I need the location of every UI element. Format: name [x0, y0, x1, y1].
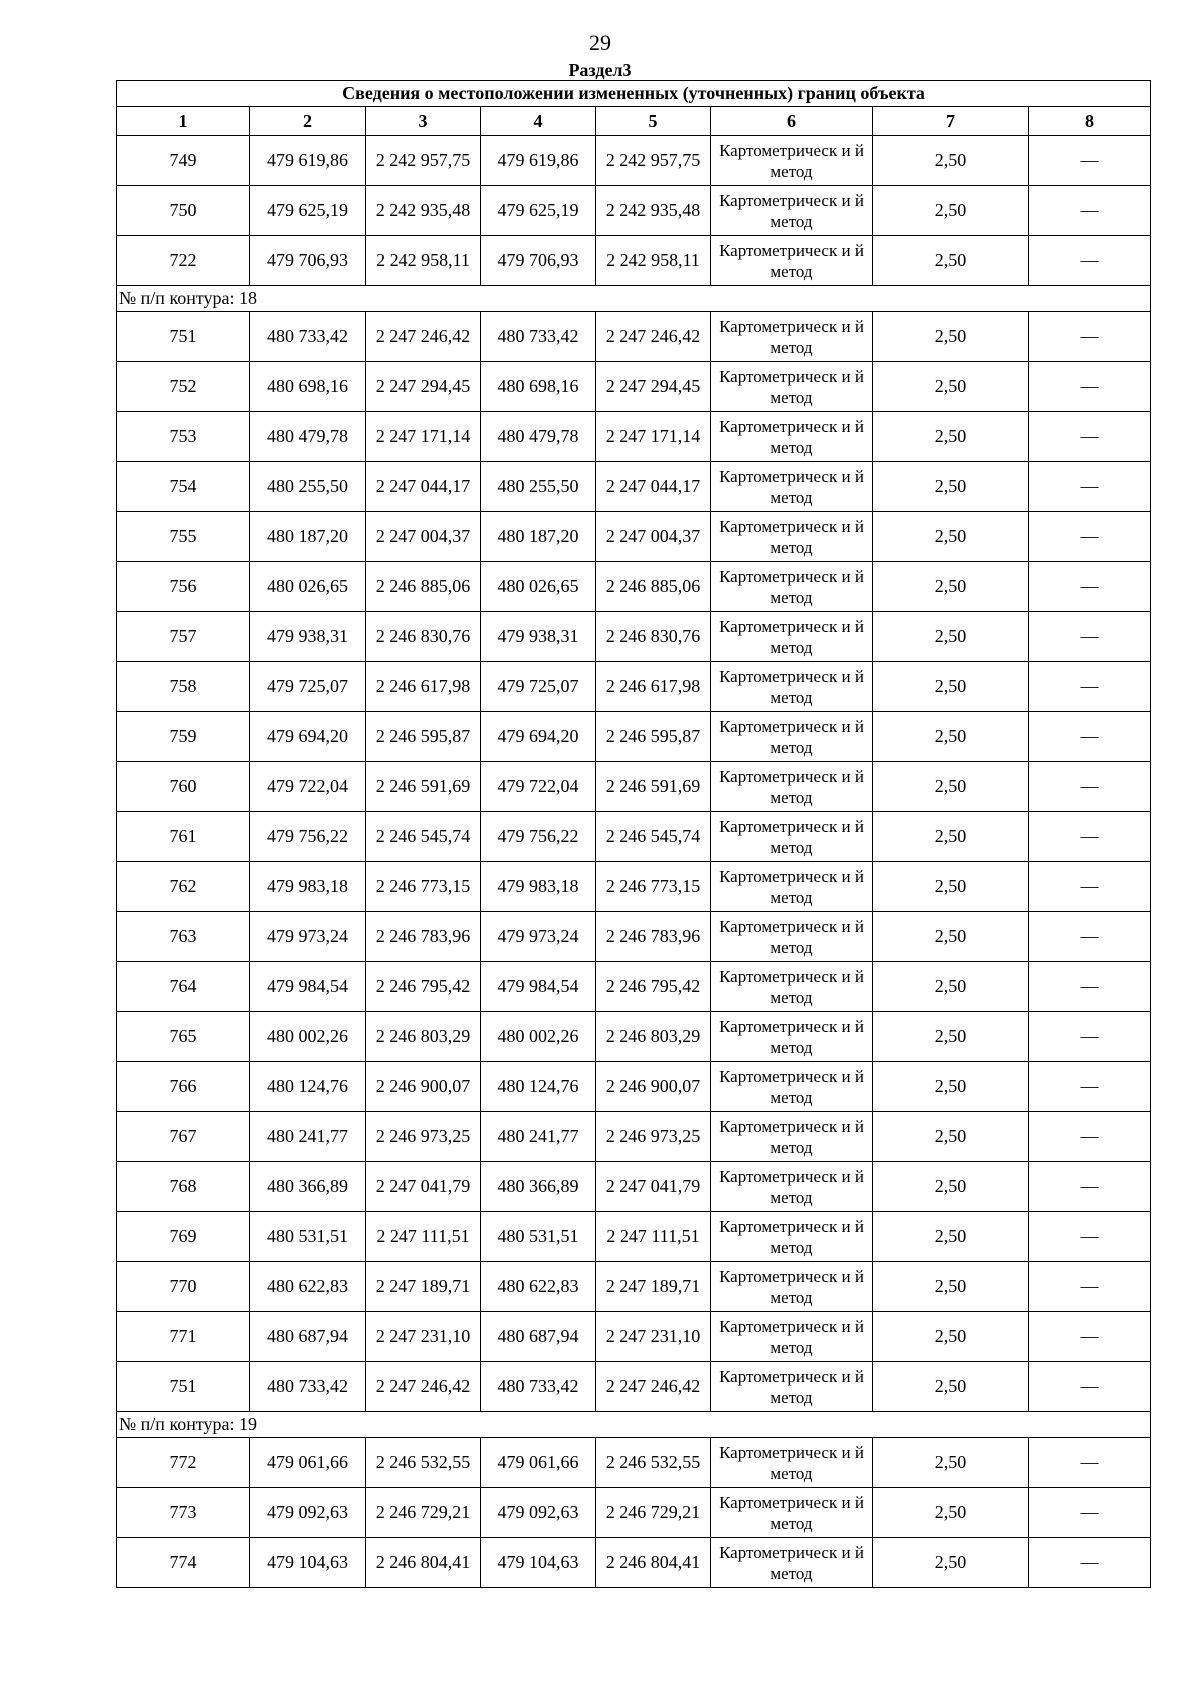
cell-method: Картометрическ и й метод [711, 762, 873, 812]
table-row [117, 186, 1151, 236]
cell-x-existing: 479 061,66 [250, 1438, 366, 1488]
cell-accuracy: 2,50 [873, 1312, 1029, 1362]
cell-method: Картометрическ и й метод [711, 612, 873, 662]
table-caption-row [117, 81, 1151, 107]
cell-point-number: 769 [117, 1212, 250, 1262]
cell-accuracy: 2,50 [873, 1488, 1029, 1538]
cell-accuracy: 2,50 [873, 512, 1029, 562]
cell-point-number: 772 [117, 1438, 250, 1488]
cell-accuracy: 2,50 [873, 412, 1029, 462]
cell-y-new: 2 247 246,42 [596, 312, 711, 362]
cell-x-existing: 479 092,63 [250, 1488, 366, 1538]
cell-description: — [1029, 812, 1151, 862]
cell-accuracy: 2,50 [873, 1212, 1029, 1262]
cell-point-number: 764 [117, 962, 250, 1012]
cell-accuracy: 2,50 [873, 1112, 1029, 1162]
contour-row [117, 286, 1151, 312]
cell-method: Картометрическ и й метод [711, 136, 873, 186]
cell-x-existing: 480 366,89 [250, 1162, 366, 1212]
cell-accuracy: 2,50 [873, 862, 1029, 912]
cell-y-new: 2 246 729,21 [596, 1488, 711, 1538]
cell-y-existing: 2 246 803,29 [366, 1012, 481, 1062]
table-row [117, 862, 1151, 912]
cell-point-number: 754 [117, 462, 250, 512]
cell-description: — [1029, 1362, 1151, 1412]
cell-y-existing: 2 246 804,41 [366, 1538, 481, 1588]
cell-point-number: 765 [117, 1012, 250, 1062]
cell-y-existing: 2 247 189,71 [366, 1262, 481, 1312]
cell-point-number: 757 [117, 612, 250, 662]
cell-y-new: 2 242 958,11 [596, 236, 711, 286]
table-row [117, 362, 1151, 412]
cell-y-existing: 2 242 935,48 [366, 186, 481, 236]
cell-x-new: 479 722,04 [481, 762, 596, 812]
cell-description: — [1029, 1538, 1151, 1588]
cell-y-new: 2 247 294,45 [596, 362, 711, 412]
cell-accuracy: 2,50 [873, 912, 1029, 962]
cell-x-new: 480 124,76 [481, 1062, 596, 1112]
cell-y-new: 2 246 973,25 [596, 1112, 711, 1162]
cell-description: — [1029, 1312, 1151, 1362]
cell-accuracy: 2,50 [873, 662, 1029, 712]
cell-point-number: 755 [117, 512, 250, 562]
table-header-row [117, 107, 1151, 136]
cell-point-number: 758 [117, 662, 250, 712]
cell-x-existing: 479 983,18 [250, 862, 366, 912]
cell-description: — [1029, 312, 1151, 362]
cell-description: — [1029, 236, 1151, 286]
cell-y-new: 2 246 900,07 [596, 1062, 711, 1112]
cell-accuracy: 2,50 [873, 462, 1029, 512]
contour-row [117, 1412, 1151, 1438]
cell-method: Картометрическ и й метод [711, 1438, 873, 1488]
boundary-coordinates-table [116, 80, 1151, 1588]
cell-point-number: 762 [117, 862, 250, 912]
cell-description: — [1029, 562, 1151, 612]
table-row [117, 1312, 1151, 1362]
cell-y-existing: 2 247 004,37 [366, 512, 481, 562]
table-row [117, 462, 1151, 512]
table-row [117, 812, 1151, 862]
cell-y-existing: 2 246 532,55 [366, 1438, 481, 1488]
cell-y-new: 2 246 885,06 [596, 562, 711, 612]
contour-label: № п/п контура: 19 [117, 1412, 1151, 1438]
table-row [117, 662, 1151, 712]
table-caption: Сведения о местоположении измененных (уточненных) границ объекта [117, 81, 1151, 107]
cell-method: Картометрическ и й метод [711, 1112, 873, 1162]
table-row [117, 562, 1151, 612]
cell-accuracy: 2,50 [873, 1362, 1029, 1412]
cell-method: Картометрическ и й метод [711, 1362, 873, 1412]
cell-x-existing: 479 984,54 [250, 962, 366, 1012]
cell-point-number: 759 [117, 712, 250, 762]
cell-method: Картометрическ и й метод [711, 1212, 873, 1262]
cell-accuracy: 2,50 [873, 312, 1029, 362]
table-row [117, 712, 1151, 762]
cell-description: — [1029, 1212, 1151, 1262]
cell-description: — [1029, 136, 1151, 186]
cell-x-new: 480 255,50 [481, 462, 596, 512]
table-row [117, 912, 1151, 962]
cell-x-existing: 480 531,51 [250, 1212, 366, 1262]
cell-y-existing: 2 246 617,98 [366, 662, 481, 712]
cell-method: Картометрическ и й метод [711, 186, 873, 236]
cell-description: — [1029, 612, 1151, 662]
cell-description: — [1029, 1162, 1151, 1212]
cell-description: — [1029, 662, 1151, 712]
table-row [117, 312, 1151, 362]
cell-point-number: 760 [117, 762, 250, 812]
cell-x-new: 479 625,19 [481, 186, 596, 236]
cell-x-existing: 479 619,86 [250, 136, 366, 186]
cell-y-new: 2 247 004,37 [596, 512, 711, 562]
cell-method: Картометрическ и й метод [711, 912, 873, 962]
table-row [117, 1488, 1151, 1538]
cell-y-new: 2 246 783,96 [596, 912, 711, 962]
cell-y-new: 2 246 532,55 [596, 1438, 711, 1488]
table-row [117, 1262, 1151, 1312]
cell-x-new: 479 973,24 [481, 912, 596, 962]
cell-y-existing: 2 247 246,42 [366, 1362, 481, 1412]
column-header: 2 [250, 107, 366, 136]
cell-accuracy: 2,50 [873, 962, 1029, 1012]
cell-x-existing: 479 973,24 [250, 912, 366, 962]
cell-x-new: 480 241,77 [481, 1112, 596, 1162]
page-number: 29 [589, 30, 611, 55]
cell-y-existing: 2 246 973,25 [366, 1112, 481, 1162]
cell-x-existing: 479 694,20 [250, 712, 366, 762]
cell-point-number: 768 [117, 1162, 250, 1212]
cell-x-new: 479 092,63 [481, 1488, 596, 1538]
cell-method: Картометрическ и й метод [711, 1162, 873, 1212]
cell-method: Картометрическ и й метод [711, 1312, 873, 1362]
table-row [117, 412, 1151, 462]
cell-accuracy: 2,50 [873, 712, 1029, 762]
cell-description: — [1029, 462, 1151, 512]
cell-accuracy: 2,50 [873, 1162, 1029, 1212]
cell-point-number: 763 [117, 912, 250, 962]
cell-method: Картометрическ и й метод [711, 562, 873, 612]
cell-x-new: 479 725,07 [481, 662, 596, 712]
cell-x-existing: 480 733,42 [250, 312, 366, 362]
cell-y-existing: 2 246 591,69 [366, 762, 481, 812]
column-header: 5 [596, 107, 711, 136]
cell-point-number: 761 [117, 812, 250, 862]
cell-method: Картометрическ и й метод [711, 1062, 873, 1112]
cell-method: Картометрическ и й метод [711, 1488, 873, 1538]
table-row [117, 512, 1151, 562]
cell-x-existing: 479 722,04 [250, 762, 366, 812]
cell-y-new: 2 246 773,15 [596, 862, 711, 912]
cell-y-existing: 2 242 957,75 [366, 136, 481, 186]
cell-point-number: 756 [117, 562, 250, 612]
section-title: Раздел3 [568, 60, 632, 80]
cell-accuracy: 2,50 [873, 1438, 1029, 1488]
cell-x-new: 479 694,20 [481, 712, 596, 762]
cell-point-number: 771 [117, 1312, 250, 1362]
cell-x-new: 479 619,86 [481, 136, 596, 186]
cell-point-number: 751 [117, 312, 250, 362]
cell-description: — [1029, 1488, 1151, 1538]
cell-description: — [1029, 962, 1151, 1012]
cell-description: — [1029, 1438, 1151, 1488]
cell-point-number: 774 [117, 1538, 250, 1588]
cell-point-number: 773 [117, 1488, 250, 1538]
table-row [117, 1362, 1151, 1412]
cell-x-new: 480 002,26 [481, 1012, 596, 1062]
cell-y-new: 2 242 957,75 [596, 136, 711, 186]
cell-method: Картометрическ и й метод [711, 462, 873, 512]
cell-description: — [1029, 412, 1151, 462]
cell-x-existing: 479 725,07 [250, 662, 366, 712]
cell-accuracy: 2,50 [873, 136, 1029, 186]
cell-y-existing: 2 247 111,51 [366, 1212, 481, 1262]
cell-x-existing: 480 622,83 [250, 1262, 366, 1312]
cell-accuracy: 2,50 [873, 1012, 1029, 1062]
cell-description: — [1029, 1012, 1151, 1062]
cell-y-existing: 2 242 958,11 [366, 236, 481, 286]
cell-y-existing: 2 247 041,79 [366, 1162, 481, 1212]
table-row [117, 1112, 1151, 1162]
cell-point-number: 750 [117, 186, 250, 236]
cell-y-new: 2 247 189,71 [596, 1262, 711, 1312]
column-header: 3 [366, 107, 481, 136]
cell-y-existing: 2 246 729,21 [366, 1488, 481, 1538]
cell-point-number: 770 [117, 1262, 250, 1312]
cell-x-new: 480 687,94 [481, 1312, 596, 1362]
cell-y-existing: 2 247 294,45 [366, 362, 481, 412]
cell-x-existing: 480 241,77 [250, 1112, 366, 1162]
cell-x-new: 479 706,93 [481, 236, 596, 286]
cell-y-new: 2 246 830,76 [596, 612, 711, 662]
cell-y-existing: 2 246 795,42 [366, 962, 481, 1012]
cell-y-existing: 2 246 773,15 [366, 862, 481, 912]
cell-x-new: 479 104,63 [481, 1538, 596, 1588]
cell-point-number: 722 [117, 236, 250, 286]
table-row [117, 1012, 1151, 1062]
table-row [117, 1438, 1151, 1488]
cell-x-existing: 480 026,65 [250, 562, 366, 612]
cell-x-new: 479 984,54 [481, 962, 596, 1012]
cell-x-new: 480 479,78 [481, 412, 596, 462]
cell-accuracy: 2,50 [873, 362, 1029, 412]
cell-accuracy: 2,50 [873, 562, 1029, 612]
cell-x-existing: 480 698,16 [250, 362, 366, 412]
table-row [117, 1538, 1151, 1588]
cell-accuracy: 2,50 [873, 1262, 1029, 1312]
cell-point-number: 767 [117, 1112, 250, 1162]
cell-description: — [1029, 862, 1151, 912]
cell-y-new: 2 247 041,79 [596, 1162, 711, 1212]
cell-method: Картометрическ и й метод [711, 862, 873, 912]
table-row [117, 1062, 1151, 1112]
cell-y-existing: 2 246 830,76 [366, 612, 481, 662]
cell-y-existing: 2 247 044,17 [366, 462, 481, 512]
cell-x-new: 479 061,66 [481, 1438, 596, 1488]
cell-description: — [1029, 186, 1151, 236]
cell-y-existing: 2 246 885,06 [366, 562, 481, 612]
table-row [117, 236, 1151, 286]
cell-description: — [1029, 912, 1151, 962]
table-body [117, 136, 1151, 1588]
table-row [117, 612, 1151, 662]
cell-x-new: 480 187,20 [481, 512, 596, 562]
cell-method: Картометрическ и й метод [711, 1262, 873, 1312]
cell-y-existing: 2 246 595,87 [366, 712, 481, 762]
cell-point-number: 752 [117, 362, 250, 412]
cell-y-existing: 2 246 545,74 [366, 812, 481, 862]
cell-accuracy: 2,50 [873, 812, 1029, 862]
cell-x-existing: 479 938,31 [250, 612, 366, 662]
cell-y-new: 2 247 111,51 [596, 1212, 711, 1262]
cell-accuracy: 2,50 [873, 612, 1029, 662]
cell-description: — [1029, 1262, 1151, 1312]
cell-description: — [1029, 1112, 1151, 1162]
cell-y-existing: 2 247 246,42 [366, 312, 481, 362]
cell-description: — [1029, 1062, 1151, 1112]
table-row [117, 1162, 1151, 1212]
table-row [117, 1212, 1151, 1262]
cell-description: — [1029, 762, 1151, 812]
cell-y-new: 2 246 617,98 [596, 662, 711, 712]
cell-point-number: 751 [117, 1362, 250, 1412]
cell-accuracy: 2,50 [873, 1062, 1029, 1112]
cell-accuracy: 2,50 [873, 1538, 1029, 1588]
cell-x-new: 480 622,83 [481, 1262, 596, 1312]
cell-method: Картометрическ и й метод [711, 1012, 873, 1062]
cell-y-new: 2 247 171,14 [596, 412, 711, 462]
cell-method: Картометрическ и й метод [711, 812, 873, 862]
column-header: 1 [117, 107, 250, 136]
cell-y-new: 2 246 795,42 [596, 962, 711, 1012]
column-header: 8 [1029, 107, 1151, 136]
table-row [117, 962, 1151, 1012]
cell-y-existing: 2 246 783,96 [366, 912, 481, 962]
cell-method: Картометрическ и й метод [711, 236, 873, 286]
cell-x-existing: 479 104,63 [250, 1538, 366, 1588]
column-header: 7 [873, 107, 1029, 136]
cell-x-existing: 479 756,22 [250, 812, 366, 862]
cell-x-new: 480 366,89 [481, 1162, 596, 1212]
cell-accuracy: 2,50 [873, 186, 1029, 236]
cell-point-number: 766 [117, 1062, 250, 1112]
cell-x-new: 479 983,18 [481, 862, 596, 912]
cell-x-existing: 480 124,76 [250, 1062, 366, 1112]
cell-x-new: 479 938,31 [481, 612, 596, 662]
cell-x-new: 480 698,16 [481, 362, 596, 412]
cell-y-new: 2 246 545,74 [596, 812, 711, 862]
cell-description: — [1029, 362, 1151, 412]
cell-x-existing: 480 187,20 [250, 512, 366, 562]
cell-x-new: 479 756,22 [481, 812, 596, 862]
cell-point-number: 749 [117, 136, 250, 186]
column-header: 4 [481, 107, 596, 136]
cell-method: Картометрическ и й метод [711, 362, 873, 412]
cell-y-new: 2 242 935,48 [596, 186, 711, 236]
column-header: 6 [711, 107, 873, 136]
cell-y-new: 2 247 246,42 [596, 1362, 711, 1412]
cell-accuracy: 2,50 [873, 236, 1029, 286]
cell-method: Картометрическ и й метод [711, 312, 873, 362]
cell-x-new: 480 531,51 [481, 1212, 596, 1262]
cell-x-existing: 480 733,42 [250, 1362, 366, 1412]
cell-y-existing: 2 246 900,07 [366, 1062, 481, 1112]
cell-x-existing: 480 255,50 [250, 462, 366, 512]
cell-y-new: 2 246 804,41 [596, 1538, 711, 1588]
contour-label: № п/п контура: 18 [117, 286, 1151, 312]
cell-x-existing: 479 625,19 [250, 186, 366, 236]
cell-y-new: 2 247 044,17 [596, 462, 711, 512]
cell-description: — [1029, 712, 1151, 762]
table-row [117, 136, 1151, 186]
cell-y-existing: 2 247 231,10 [366, 1312, 481, 1362]
cell-x-existing: 479 706,93 [250, 236, 366, 286]
cell-x-new: 480 733,42 [481, 1362, 596, 1412]
cell-y-new: 2 246 591,69 [596, 762, 711, 812]
cell-y-existing: 2 247 171,14 [366, 412, 481, 462]
table-row [117, 762, 1151, 812]
cell-x-existing: 480 479,78 [250, 412, 366, 462]
cell-y-new: 2 246 803,29 [596, 1012, 711, 1062]
cell-method: Картометрическ и й метод [711, 662, 873, 712]
cell-method: Картометрическ и й метод [711, 1538, 873, 1588]
cell-x-existing: 480 687,94 [250, 1312, 366, 1362]
cell-point-number: 753 [117, 412, 250, 462]
cell-x-existing: 480 002,26 [250, 1012, 366, 1062]
cell-accuracy: 2,50 [873, 762, 1029, 812]
cell-y-new: 2 246 595,87 [596, 712, 711, 762]
cell-method: Картометрическ и й метод [711, 962, 873, 1012]
cell-x-new: 480 026,65 [481, 562, 596, 612]
cell-method: Картометрическ и й метод [711, 712, 873, 762]
cell-y-new: 2 247 231,10 [596, 1312, 711, 1362]
cell-method: Картометрическ и й метод [711, 412, 873, 462]
cell-description: — [1029, 512, 1151, 562]
cell-x-new: 480 733,42 [481, 312, 596, 362]
cell-method: Картометрическ и й метод [711, 512, 873, 562]
